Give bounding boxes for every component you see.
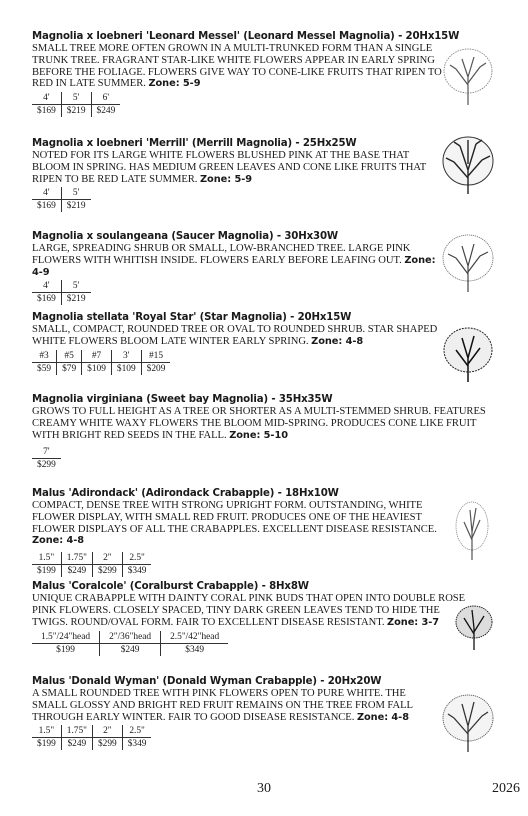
price-table: 1.5" 1.75" 2" 2.5" $199 $249 $299 $349: [32, 552, 151, 577]
zone-label: Zone: 3-7: [387, 616, 440, 628]
tree-icon: [446, 598, 502, 660]
plant-entry-saucer-magnolia: [32, 231, 442, 305]
plant-entry-leonard-messel: [32, 31, 460, 117]
price-table: 4' 5' $169 $219: [32, 187, 91, 212]
tree-icon: [440, 134, 496, 196]
catalog-year: 2026: [492, 781, 520, 796]
entry-title: Magnolia x loebneri 'Merrill' (Merrill Magnolia) - 25Hx25W: [32, 138, 357, 149]
price-table: 4' 5' 6' $169 $219 $249: [32, 92, 120, 117]
zone-label: Zone: 5-9: [199, 173, 253, 185]
price-table: 1.5"/24"head 2"/36"head 2.5"/42"head $199 $249 $349: [32, 631, 228, 656]
zone-label: Zone: 4-8: [311, 335, 364, 347]
entry-title: Magnolia x soulangeana (Saucer Magnolia) - 30Hx30W: [32, 231, 338, 242]
zone-label: Zone: 5-10: [229, 429, 288, 441]
tree-icon: [440, 45, 496, 107]
entry-description: A SMALL ROUNDED TREE WITH PINK FLOWERS OPEN TO PURE WHITE. THE SMALL GLOSSY AND BRIGHT RED FRUIT REMAINS ON THE TREE FROM FALL THROUGH EARLY WINTER. FAIR TO GOOD DISEASE RESISTANCE. Zone: 4-8: [32, 688, 413, 723]
plant-entry-donald-wyman: [32, 676, 442, 750]
zone-label: Zone: 4-8: [32, 535, 85, 547]
entry-description: COMPACT, DENSE TREE WITH STRONG UPRIGHT FORM. OUTSTANDING, WHITE FLOWER DISPLAY, WITH SMALL RED FRUIT. PRODUCES ONE OF THE HEAVIEST FLOWER DISPLAYS OF ALL THE CRABAPPLES. EXCELLENT DISEASE RESISTANCE. Zone: 4-8: [32, 500, 437, 547]
entry-description: UNIQUE CRABAPPLE WITH DAINTY CORAL PINK BUDS THAT OPEN INTO DOUBLE ROSE PINK FLOWERS. CLOSELY SPACED, TINY DARK GREEN LEAVES TEND TO HIDE THE TWIGS. ROUND/OVAL FORM. FAIR TO EXCELLENT DISEASE RESISTANT. Zone: 3-7: [32, 593, 466, 628]
entry-description: SMALL, COMPACT, ROUNDED TREE OR OVAL TO ROUNDED SHRUB. STAR SHAPED WHITE FLOWERS BLOOM LATE WINTER EARLY SPRING. Zone: 4-8: [32, 324, 438, 347]
price-table: 1.5" 1.75" 2" 2.5" $199 $249 $299 $349: [32, 725, 151, 750]
price-table: 4' 5' $169 $219: [32, 280, 91, 305]
zone-label: Zone: 5-9: [148, 78, 201, 90]
tree-icon: [440, 232, 496, 294]
entry-description: SMALL TREE MORE OFTEN GROWN IN A MULTI-TRUNKED FORM THAN A SINGLE TRUNK TREE. FRAGRANT STAR-LIKE WHITE FLOWERS APPEAR IN EARLY SPRING BEFORE THE FOLIAGE. FLOWERS GIVE WAY TO CONE-LIKE FRUITS THAT RIPEN TO RED IN LATE SUMMER. Zone: 5-9: [32, 43, 442, 90]
price-table: 7' $299: [32, 446, 61, 471]
entry-title: Malus 'Coralcole' (Coralburst Crabapple) - 8Hx8W: [32, 581, 309, 592]
entry-description: NOTED FOR ITS LARGE WHITE FLOWERS BLUSHED PINK AT THE BASE THAT BLOOM IN SPRING. HAS MEDIUM GREEN LEAVES AND CONE LIKE FRUITS THAT RIPEN TO BE RED LATE SUMMER. Zone: 5-9: [32, 150, 426, 185]
price-table: #3 #5 #7 3' #15 $59 $79 $109 $109 $209: [32, 350, 170, 375]
entry-title: Malus 'Donald Wyman' (Donald Wyman Crabapple) - 20Hx20W: [32, 676, 382, 687]
plant-entry-merrill: [32, 138, 442, 212]
page-number: 30: [257, 781, 271, 796]
zone-label: Zone: 4-9: [32, 254, 436, 278]
tree-icon: [444, 500, 500, 562]
plant-entry-royal-star: [32, 312, 442, 375]
entry-description: GROWS TO FULL HEIGHT AS A TREE OR SHORTER AS A MULTI-STEMMED SHRUB. FEATURES CREAMY WHITE WAXY FLOWERS THE BLOOM MID-SPRING. PRODUCES CONE LIKE FRUIT WITH BRIGHT RED SEEDS IN THE FALL. Zone: 5-10: [32, 406, 486, 441]
entry-title: Malus 'Adirondack' (Adirondack Crabapple) - 18Hx10W: [32, 488, 339, 499]
plant-entry-coralburst: [32, 581, 472, 656]
entry-title: Magnolia virginiana (Sweet bay Magnolia) - 35Hx35W: [32, 394, 333, 405]
plant-entry-adirondack: [32, 488, 442, 577]
entry-title: Magnolia x loebneri 'Leonard Messel' (Leonard Messel Magnolia) - 20Hx15W: [32, 31, 460, 42]
tree-icon: [440, 322, 496, 384]
plant-entry-sweet-bay: [32, 394, 494, 471]
entry-title: Magnolia stellata 'Royal Star' (Star Magnolia) - 20Hx15W: [32, 312, 352, 323]
zone-label: Zone: 4-8: [356, 711, 409, 723]
tree-icon: [440, 692, 496, 754]
entry-description: LARGE, SPREADING SHRUB OR SMALL, LOW-BRANCHED TREE. LARGE PINK FLOWERS WITH WHITISH INSIDE. FLOWERS EARLY BEFORE LEAFING OUT. Zone: 4-9: [32, 243, 436, 278]
